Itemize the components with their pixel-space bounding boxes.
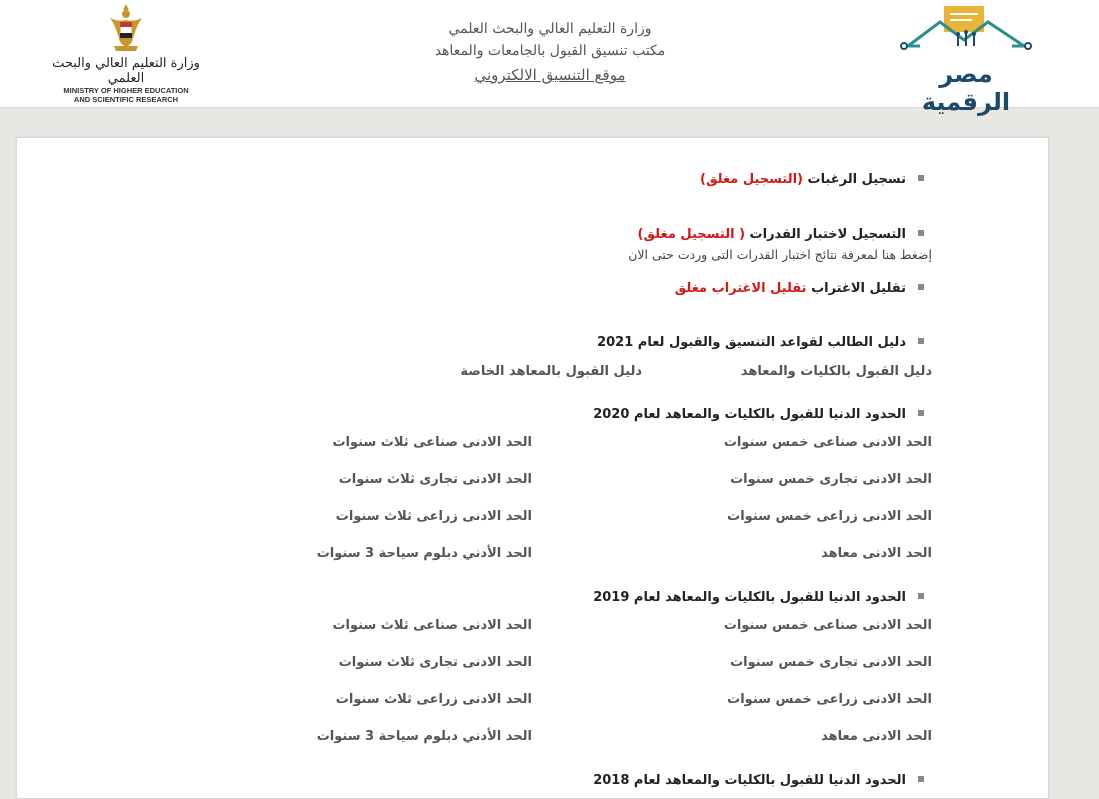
aptitude-status: ( التسجيل مغلق) xyxy=(637,227,746,242)
bullet-icon xyxy=(918,410,924,416)
min-2020-label: الحدود الدنيا للقبول بالكليات والمعاهد لعام 2020 xyxy=(593,407,906,422)
min-2019-commercial-3[interactable]: الحد الادنى تجارى ثلاث سنوات xyxy=(338,655,532,670)
bullet-icon xyxy=(918,230,924,236)
min-2018-header xyxy=(593,773,924,788)
min-2020-industrial-5[interactable]: الحد الادنى صناعى خمس سنوات xyxy=(723,435,932,450)
ministry-english-name xyxy=(52,86,200,104)
min-2019-agricultural-5[interactable]: الحد الادنى زراعى خمس سنوات xyxy=(727,692,932,707)
student-guide-item[interactable] xyxy=(597,335,924,350)
aptitude-results-link[interactable]: إضغط هنا لمعرفة نتائج اختبار القدرات التى وردت حتى الان xyxy=(628,247,932,262)
digital-egypt-logo[interactable] xyxy=(900,4,1032,116)
digital-egypt-text: مصر الرقمية xyxy=(921,60,1011,116)
aptitude-label[interactable]: التسجيل لاختبار القدرات xyxy=(749,227,906,242)
min-2019-agricultural-3[interactable]: الحد الادنى زراعى ثلاث سنوات xyxy=(335,692,532,707)
desires-status: (التسجيل مغلق) xyxy=(700,172,803,187)
bullet-icon xyxy=(918,175,924,181)
guide-private-link[interactable]: دليل القبول بالمعاهد الخاصة xyxy=(460,364,642,379)
min-2019-institutes[interactable]: الحد الادنى معاهد xyxy=(821,729,932,744)
min-2020-industrial-3[interactable]: الحد الادنى صناعى ثلاث سنوات xyxy=(332,435,532,450)
eagle-emblem-icon xyxy=(106,2,146,54)
min-2019-industrial-3[interactable]: الحد الادنى صناعى ثلاث سنوات xyxy=(332,618,532,633)
reduce-status: تقليل الاغتراب مغلق xyxy=(674,281,807,296)
guide-colleges-link[interactable]: دليل القبول بالكليات والمعاهد xyxy=(740,364,932,379)
desires-registration-item[interactable] xyxy=(700,172,924,187)
reduce-label[interactable]: تقليل الاغتراب xyxy=(811,281,906,296)
min-2020-commercial-3[interactable]: الحد الادنى تجارى ثلاث سنوات xyxy=(338,472,532,487)
office-title: مكتب تنسيق القبول بالجامعات والمعاهد xyxy=(434,43,666,59)
bullet-icon xyxy=(918,593,924,599)
aptitude-registration-item[interactable] xyxy=(638,227,924,242)
min-2019-industrial-5[interactable]: الحد الادنى صناعى خمس سنوات xyxy=(723,618,932,633)
min-2020-institutes[interactable]: الحد الادنى معاهد xyxy=(821,546,932,561)
bullet-icon xyxy=(918,284,924,290)
min-2019-label: الحدود الدنيا للقبول بالكليات والمعاهد لعام 2019 xyxy=(593,590,906,605)
bullet-icon xyxy=(918,776,924,782)
min-2020-commercial-5[interactable]: الحد الادنى تجارى خمس سنوات xyxy=(730,472,932,487)
min-2019-header xyxy=(593,590,924,605)
content-panel xyxy=(16,137,1049,799)
header-titles xyxy=(380,18,720,88)
site-header xyxy=(0,0,1099,116)
min-2019-tourism-diploma[interactable]: الحد الأدني دبلوم سياحة 3 سنوات xyxy=(316,729,532,744)
ministry-arabic-name: وزارة التعليم العالي والبحث العلمي xyxy=(52,56,200,86)
bullet-icon xyxy=(918,338,924,344)
min-2019-commercial-5[interactable]: الحد الادنى تجارى خمس سنوات xyxy=(730,655,932,670)
min-2020-header xyxy=(593,407,924,422)
min-2020-agricultural-5[interactable]: الحد الادنى زراعى خمس سنوات xyxy=(727,509,932,524)
ministry-en-line1: MINISTRY OF HIGHER EDUCATION xyxy=(63,86,189,95)
min-2018-label: الحدود الدنيا للقبول بالكليات والمعاهد لعام 2018 xyxy=(593,773,906,788)
desires-label[interactable]: تسجيل الرغبات xyxy=(807,172,906,187)
min-2020-tourism-diploma[interactable]: الحد الأدني دبلوم سياحة 3 سنوات xyxy=(316,546,532,561)
guide-label[interactable]: دليل الطالب لقواعد التنسيق والقبول لعام 2021 xyxy=(597,335,906,350)
ministry-title: وزارة التعليم العالي والبحث العلمي xyxy=(448,21,652,37)
site-title-link[interactable]: موقع التنسيق الالكتروني xyxy=(474,66,626,84)
ministry-logo[interactable] xyxy=(52,2,200,104)
ministry-en-line2: AND SCIENTIFIC RESEARCH xyxy=(73,95,179,104)
reduce-expatriation-item[interactable] xyxy=(675,281,924,296)
digital-egypt-icon xyxy=(900,4,1032,60)
min-2020-agricultural-3[interactable]: الحد الادنى زراعى ثلاث سنوات xyxy=(335,509,532,524)
